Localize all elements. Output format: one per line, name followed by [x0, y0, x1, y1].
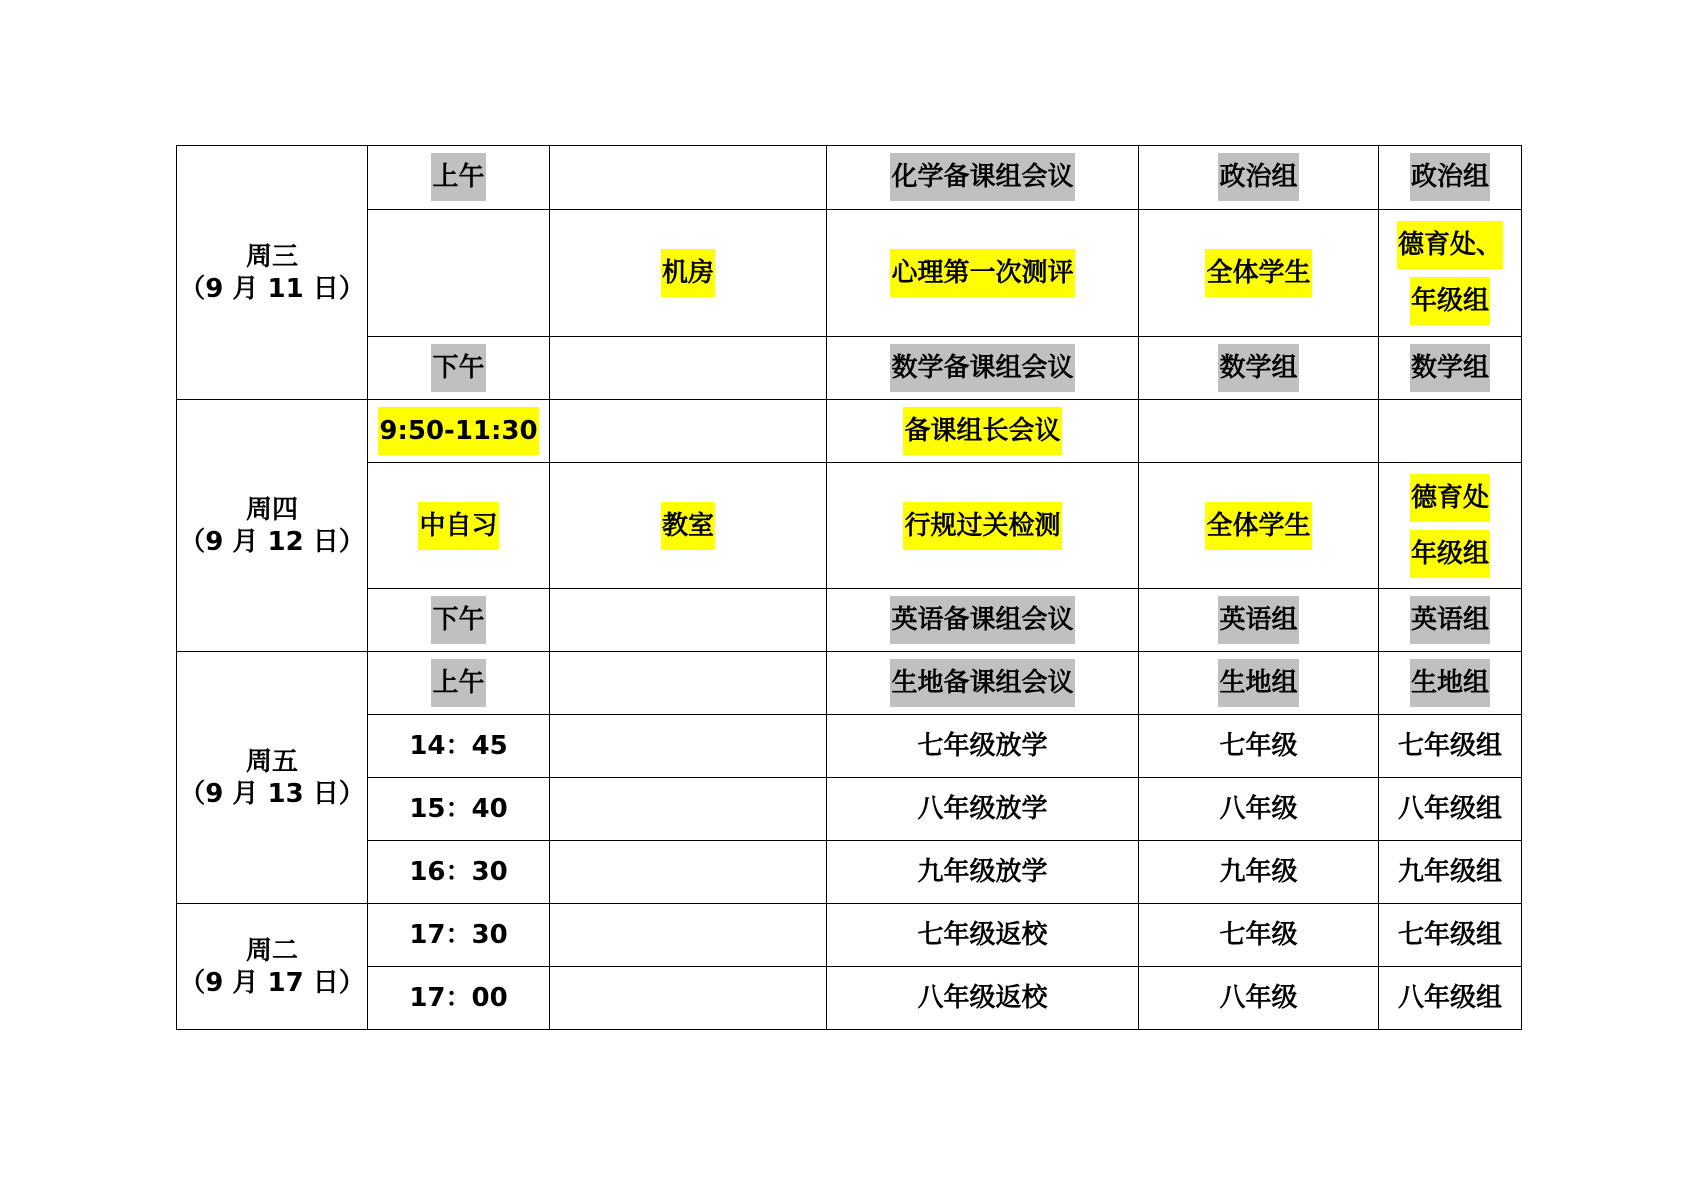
- target-text: 生地组: [1218, 659, 1298, 707]
- time-cell: [368, 336, 550, 400]
- target-text: 八年级: [1219, 794, 1298, 824]
- organizer-cell: [1379, 146, 1522, 210]
- event-text: 八年级返校: [917, 983, 1048, 1013]
- organizer-cell: [1379, 336, 1522, 400]
- event-text: 九年级放学: [917, 857, 1048, 887]
- target-cell: [1139, 589, 1379, 652]
- table-row: [177, 652, 1522, 715]
- time-cell: [368, 715, 550, 778]
- target-text: 全体学生: [1205, 502, 1311, 550]
- schedule-table: [176, 145, 1522, 1030]
- time-text: 17：00: [409, 983, 508, 1013]
- target-text: 政治组: [1218, 153, 1298, 201]
- place-cell: [550, 400, 827, 463]
- event-cell: [827, 146, 1139, 210]
- table-row: [177, 967, 1522, 1030]
- time-text: 下午: [431, 344, 485, 392]
- table-row: [177, 336, 1522, 400]
- event-cell: [827, 463, 1139, 589]
- table-row: [177, 400, 1522, 463]
- event-cell: [827, 967, 1139, 1030]
- date-label: （9 月 11 日）: [179, 273, 365, 304]
- organizer-text-line1: 德育处: [1410, 474, 1490, 522]
- organizer-text-line1: 德育处、: [1397, 221, 1503, 269]
- organizer-text: 八年级组: [1397, 794, 1502, 824]
- event-cell: [827, 715, 1139, 778]
- place-cell: [550, 652, 827, 715]
- event-cell: [827, 209, 1139, 336]
- event-text: 英语备课组会议: [890, 596, 1074, 644]
- target-cell: [1139, 652, 1379, 715]
- place-cell: [550, 336, 827, 400]
- event-text: 七年级返校: [917, 920, 1048, 950]
- organizer-text: 政治组: [1410, 153, 1490, 201]
- organizer-text-line2: 年级组: [1410, 277, 1490, 325]
- event-text: 行规过关检测: [903, 502, 1061, 550]
- event-cell: [827, 400, 1139, 463]
- place-cell: [550, 841, 827, 904]
- time-cell: [368, 904, 550, 967]
- target-cell: [1139, 463, 1379, 589]
- target-cell: [1139, 336, 1379, 400]
- organizer-cell: [1379, 715, 1522, 778]
- event-text: 数学备课组会议: [890, 344, 1074, 392]
- time-cell: [368, 967, 550, 1030]
- time-text: 中自习: [418, 502, 498, 550]
- organizer-cell: [1379, 778, 1522, 841]
- time-text: 16：30: [409, 857, 508, 887]
- table-row: [177, 904, 1522, 967]
- organizer-cell: [1379, 400, 1522, 463]
- target-text: 数学组: [1218, 344, 1298, 392]
- day-cell: [177, 652, 368, 904]
- target-cell: [1139, 904, 1379, 967]
- time-cell: [368, 209, 550, 336]
- table-row: [177, 146, 1522, 210]
- time-text: 上午: [431, 153, 485, 201]
- table-row: [177, 209, 1522, 336]
- target-text: 九年级: [1219, 857, 1298, 887]
- day-label: 周二: [245, 935, 298, 966]
- day-label: 周三: [245, 241, 298, 272]
- target-cell: [1139, 400, 1379, 463]
- target-cell: [1139, 967, 1379, 1030]
- organizer-cell: [1379, 841, 1522, 904]
- time-cell: [368, 589, 550, 652]
- organizer-text-line2: 年级组: [1410, 530, 1490, 578]
- organizer-cell: [1379, 652, 1522, 715]
- time-text: 上午: [431, 659, 485, 707]
- organizer-text: 英语组: [1410, 596, 1490, 644]
- place-cell: [550, 589, 827, 652]
- organizer-cell: [1379, 589, 1522, 652]
- table-row: [177, 841, 1522, 904]
- event-cell: [827, 904, 1139, 967]
- target-text: 七年级: [1219, 920, 1298, 950]
- event-cell: [827, 336, 1139, 400]
- time-cell: [368, 778, 550, 841]
- table-row: [177, 589, 1522, 652]
- target-cell: [1139, 841, 1379, 904]
- time-text: 14：45: [409, 731, 508, 761]
- target-text: 八年级: [1219, 983, 1298, 1013]
- place-cell: [550, 967, 827, 1030]
- organizer-cell: [1379, 463, 1522, 589]
- date-label: （9 月 12 日）: [179, 526, 365, 557]
- target-text: 七年级: [1219, 731, 1298, 761]
- day-cell: [177, 904, 368, 1030]
- organizer-cell: [1379, 209, 1522, 336]
- event-text: 七年级放学: [917, 731, 1048, 761]
- time-cell: [368, 463, 550, 589]
- event-text: 化学备课组会议: [890, 153, 1074, 201]
- place-text: 机房: [661, 249, 715, 297]
- organizer-cell: [1379, 904, 1522, 967]
- time-cell: [368, 400, 550, 463]
- target-text: 英语组: [1218, 596, 1298, 644]
- organizer-cell: [1379, 967, 1522, 1030]
- organizer-text: 八年级组: [1397, 983, 1502, 1013]
- event-cell: [827, 589, 1139, 652]
- time-text: 下午: [431, 596, 485, 644]
- place-cell: [550, 715, 827, 778]
- event-cell: [827, 841, 1139, 904]
- table-row: [177, 778, 1522, 841]
- day-label: 周四: [245, 494, 298, 525]
- organizer-text: 七年级组: [1397, 920, 1502, 950]
- event-text: 心理第一次测评: [890, 249, 1074, 297]
- time-cell: [368, 652, 550, 715]
- place-cell: [550, 463, 827, 589]
- time-text: 15：40: [409, 794, 508, 824]
- target-cell: [1139, 778, 1379, 841]
- event-cell: [827, 778, 1139, 841]
- event-text: 八年级放学: [917, 794, 1048, 824]
- day-label: 周五: [245, 746, 298, 777]
- date-label: （9 月 17 日）: [179, 967, 365, 998]
- table-row: [177, 463, 1522, 589]
- time-text: 9:50-11:30: [378, 407, 538, 455]
- table-row: [177, 715, 1522, 778]
- target-cell: [1139, 715, 1379, 778]
- event-text: 生地备课组会议: [890, 659, 1074, 707]
- place-cell: [550, 778, 827, 841]
- event-cell: [827, 652, 1139, 715]
- day-cell: [177, 146, 368, 400]
- organizer-text: 九年级组: [1397, 857, 1502, 887]
- target-cell: [1139, 146, 1379, 210]
- place-cell: [550, 209, 827, 336]
- time-text: 17：30: [409, 920, 508, 950]
- date-label: （9 月 13 日）: [179, 778, 365, 809]
- time-cell: [368, 146, 550, 210]
- organizer-text: 生地组: [1410, 659, 1490, 707]
- target-text: 全体学生: [1205, 249, 1311, 297]
- day-cell: [177, 400, 368, 652]
- target-cell: [1139, 209, 1379, 336]
- organizer-text: 七年级组: [1397, 731, 1502, 761]
- place-text: 教室: [661, 502, 715, 550]
- place-cell: [550, 904, 827, 967]
- place-cell: [550, 146, 827, 210]
- event-text: 备课组长会议: [903, 407, 1061, 455]
- time-cell: [368, 841, 550, 904]
- organizer-text: 数学组: [1410, 344, 1490, 392]
